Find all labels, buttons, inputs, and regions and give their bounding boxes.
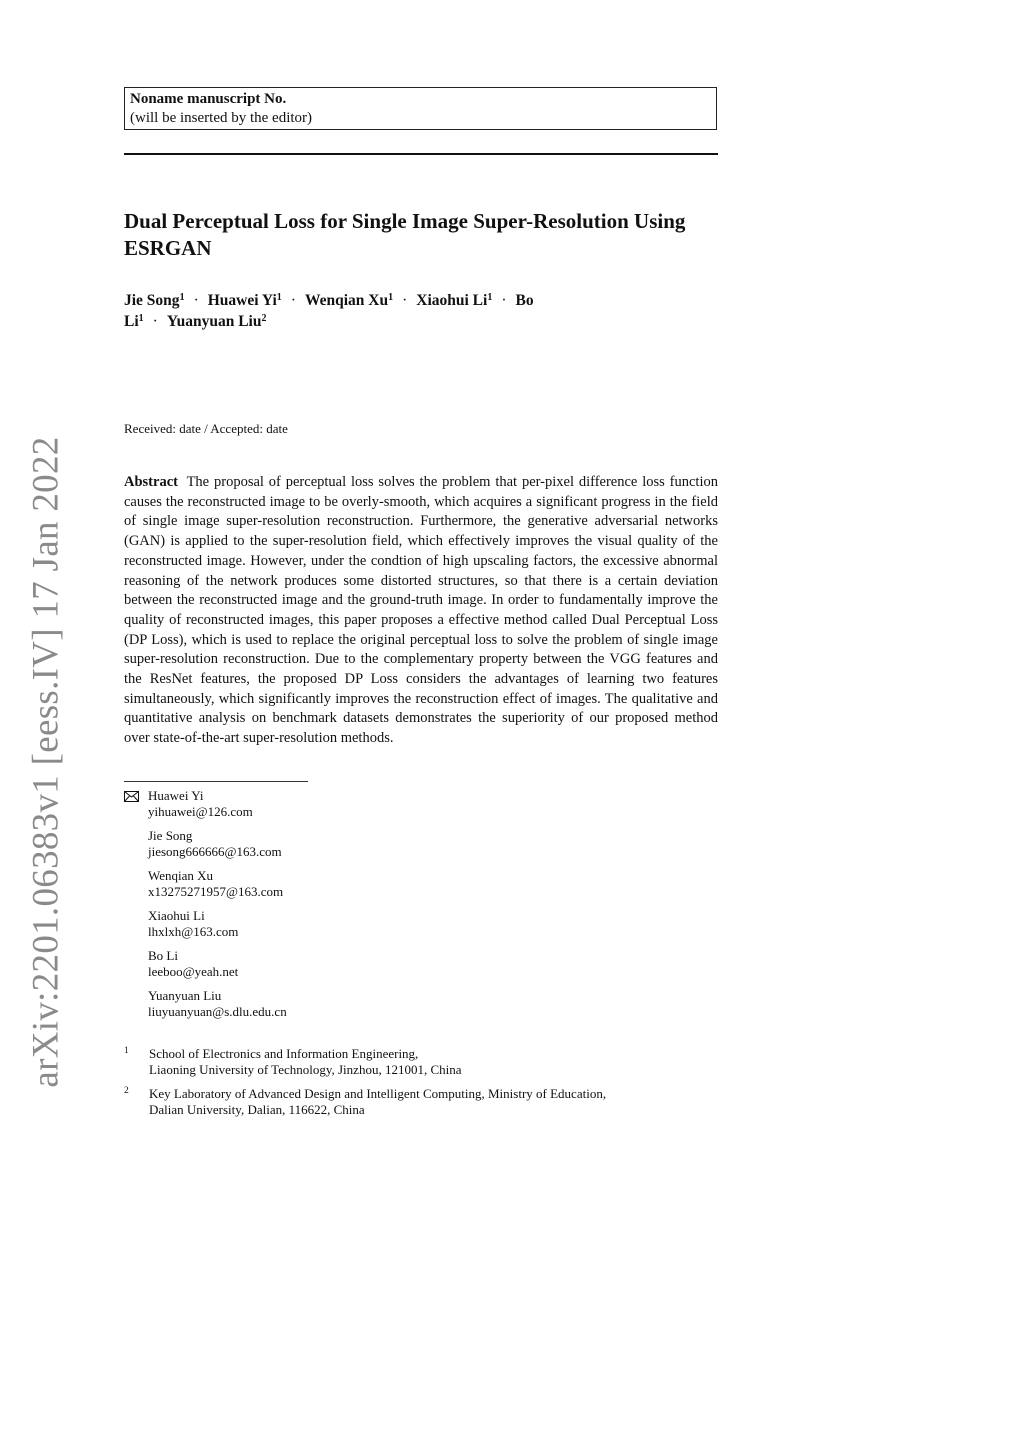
- contact-entry: [148, 828, 282, 860]
- affiliation-line: Dalian University, Dalian, 116622, China: [149, 1102, 365, 1117]
- contact-email[interactable]: liuyuanyuan@s.dlu.edu.cn: [148, 1004, 287, 1019]
- abstract-text: The proposal of perceptual loss solves the problem that per-pixel difference loss function causes the reconstructed image to be overly-smooth, which acquires a significant progress in the field of single image super-resolution reconstruction. Furthermore, the generative adversarial networks (GAN) is applied to the super-resolution field, which effectively improves the visual quality of the reconstructed image. However, under the condtion of high upscaling factors, the excessive abnormal reasoning of the network produces some distorted structures, so that there is a certain deviation between the reconstructed image and the ground-truth image. In order to fundamentally improve the quality of reconstructed images, this paper proposes a effective method called Dual Perceptual Loss (DP Loss), which is used to replace the original perceptual loss to solve the problem of single image super-resolution reconstruction. Due to the complementary property between the VGG features and the ResNet features, the proposed DP Loss considers the advantages of learning two features simultaneously, which significantly improves the reconstruction effect of images. The qualitative and quantitative analysis on benchmark datasets demonstrates the superiority of our proposed method over state-of-the-art super-resolution methods.: [124, 474, 718, 747]
- author: Huawei Yi$^1$: [207, 292, 282, 309]
- abstract: [124, 473, 718, 749]
- contact-entry: [148, 868, 283, 900]
- received-date: Received: date / Accepted: date: [124, 421, 288, 436]
- contact-entry: [148, 988, 287, 1020]
- manuscript-number: Noname manuscript No.: [130, 91, 287, 107]
- author-separator: ·: [193, 292, 199, 309]
- footnote-rule: [124, 781, 308, 782]
- contact-name: Xiaohui Li: [148, 908, 205, 923]
- affiliation-line: Liaoning University of Technology, Jinzhou, 121001, China: [149, 1062, 462, 1077]
- author-separator: ·: [290, 292, 296, 309]
- arxiv-identifier[interactable]: arXiv:2201.06383v1 [eess.IV] 17 Jan 2022: [25, 436, 67, 1088]
- author-separator: ·: [501, 292, 507, 309]
- author: Xiaohui Li$^1$: [416, 292, 493, 309]
- contact-email[interactable]: lhxlxh@163.com: [148, 924, 239, 939]
- author: Bo Li$^1$: [124, 292, 534, 330]
- author-separator: ·: [152, 313, 158, 330]
- editor-note: (will be inserted by the editor): [130, 110, 313, 126]
- manuscript-header-box: [124, 87, 717, 130]
- contact-entry: [148, 948, 238, 980]
- author-separator: ·: [402, 292, 408, 309]
- abstract-label: Abstract: [124, 474, 178, 490]
- header-rule: [124, 153, 718, 155]
- contact-email[interactable]: jiesong666666@163.com: [148, 844, 282, 859]
- contact-name: Wenqian Xu: [148, 868, 214, 883]
- author: Wenqian Xu$^1$: [304, 292, 394, 309]
- envelope-icon: [124, 791, 139, 802]
- contact-email[interactable]: yihuawei@126.com: [148, 804, 253, 819]
- title-line-1: Dual Perceptual Loss for Single Image Super-Resolution Using: [124, 209, 686, 233]
- affiliation-line: Key Laboratory of Advanced Design and Intelligent Computing, Ministry of Education,: [149, 1086, 607, 1101]
- contact-entry: [148, 788, 253, 820]
- contact-name: Bo Li: [148, 948, 178, 963]
- affiliation-number: 2: [124, 1086, 129, 1096]
- contact-name: Yuanyuan Liu: [148, 988, 222, 1003]
- contact-email[interactable]: leeboo@yeah.net: [148, 964, 239, 979]
- contact-email[interactable]: x13275271957@163.com: [148, 884, 284, 899]
- author: Yuanyuan Liu$^2$: [166, 313, 267, 330]
- author-list: [124, 290, 544, 332]
- contact-name: Huawei Yi: [148, 788, 204, 803]
- affiliation-number: 1: [124, 1046, 129, 1056]
- paper-title: [124, 208, 724, 262]
- author: Jie Song$^1$: [124, 292, 185, 309]
- title-line-2: ESRGAN: [124, 236, 212, 260]
- contact-entry: [148, 908, 238, 940]
- affiliation-line: School of Electronics and Information Engineering,: [149, 1046, 419, 1061]
- contact-name: Jie Song: [148, 828, 193, 843]
